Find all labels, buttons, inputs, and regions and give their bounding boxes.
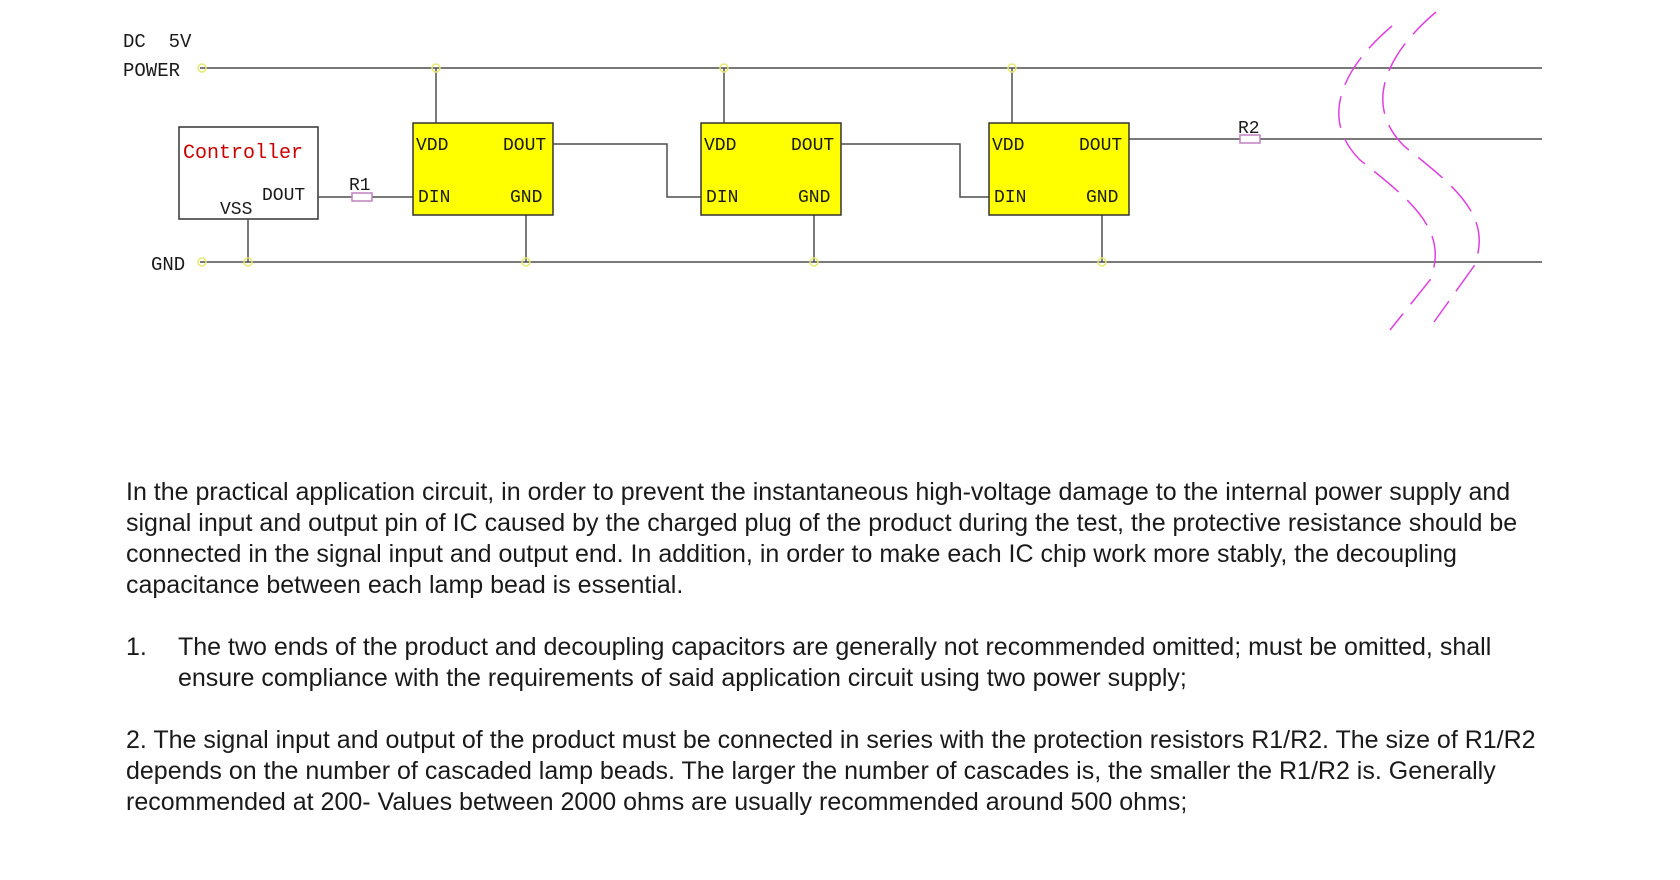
ic-1-vdd: VDD [416, 136, 449, 156]
ic-2 [701, 64, 841, 266]
ic-2-vdd: VDD [704, 136, 737, 156]
power-label-2: POWER [123, 60, 181, 82]
ic-3-gnd: GND [1086, 188, 1119, 208]
controller-dout: DOUT [262, 186, 306, 206]
ic-3-dout: DOUT [1079, 136, 1123, 156]
controller-title: Controller [183, 142, 304, 165]
wire-ic1-ic2 [553, 144, 701, 197]
gnd-label: GND [151, 254, 186, 276]
r2-label: R2 [1238, 119, 1260, 139]
continuation-break-mark [1339, 12, 1479, 330]
ic-2-gnd: GND [798, 188, 831, 208]
intro-paragraph [126, 477, 1566, 601]
note-item-1 [126, 632, 1566, 694]
break-curve-left [1339, 26, 1435, 330]
circuit-diagram [0, 0, 1680, 360]
controller-vss: VSS [220, 200, 253, 220]
item-2-text: 2. The signal input and output of the product must be connected in series with the protection resistors R1/R2. The size of R1/R2 depends on the number of cascaded lamp beads. The larger the number of cascades is, the smaller the R1/R2 is. Generally recommended at 200- Values between 2000 ohms are usually recommended around 500 ohms; [126, 726, 1536, 816]
item-1-number: 1. [126, 633, 147, 661]
ic-1 [413, 64, 553, 266]
r1-label: R1 [349, 176, 371, 196]
break-curve-right [1383, 12, 1479, 322]
item-1-text: The two ends of the product and decoupling capacitors are generally not recommended omitted; must be omitted, shall ensure compliance with the requirements of said application circuit using two power supply; [178, 633, 1492, 692]
note-item-2 [126, 725, 1566, 818]
power-label: DC 5V [123, 31, 192, 53]
intro-text: In the practical application circuit, in order to prevent the instantaneous high-voltage damage to the internal power supply and signal input and output pin of IC caused by the charged plug of the product during the test, the protective resistance should be connected in the signal input and output end. In addition, in order to make each IC chip work more stably, the decoupling capacitance between each lamp bead is essential. [126, 478, 1518, 599]
ic-2-din: DIN [706, 188, 739, 208]
list-item [126, 632, 1566, 694]
ic-1-dout: DOUT [503, 136, 547, 156]
wire-ic2-ic3 [841, 144, 989, 197]
ic-1-din: DIN [418, 188, 451, 208]
ic-1-gnd: GND [510, 188, 543, 208]
ic-3 [989, 64, 1129, 266]
ic-3-vdd: VDD [992, 136, 1025, 156]
ic-3-din: DIN [994, 188, 1027, 208]
ic-2-dout: DOUT [791, 136, 835, 156]
